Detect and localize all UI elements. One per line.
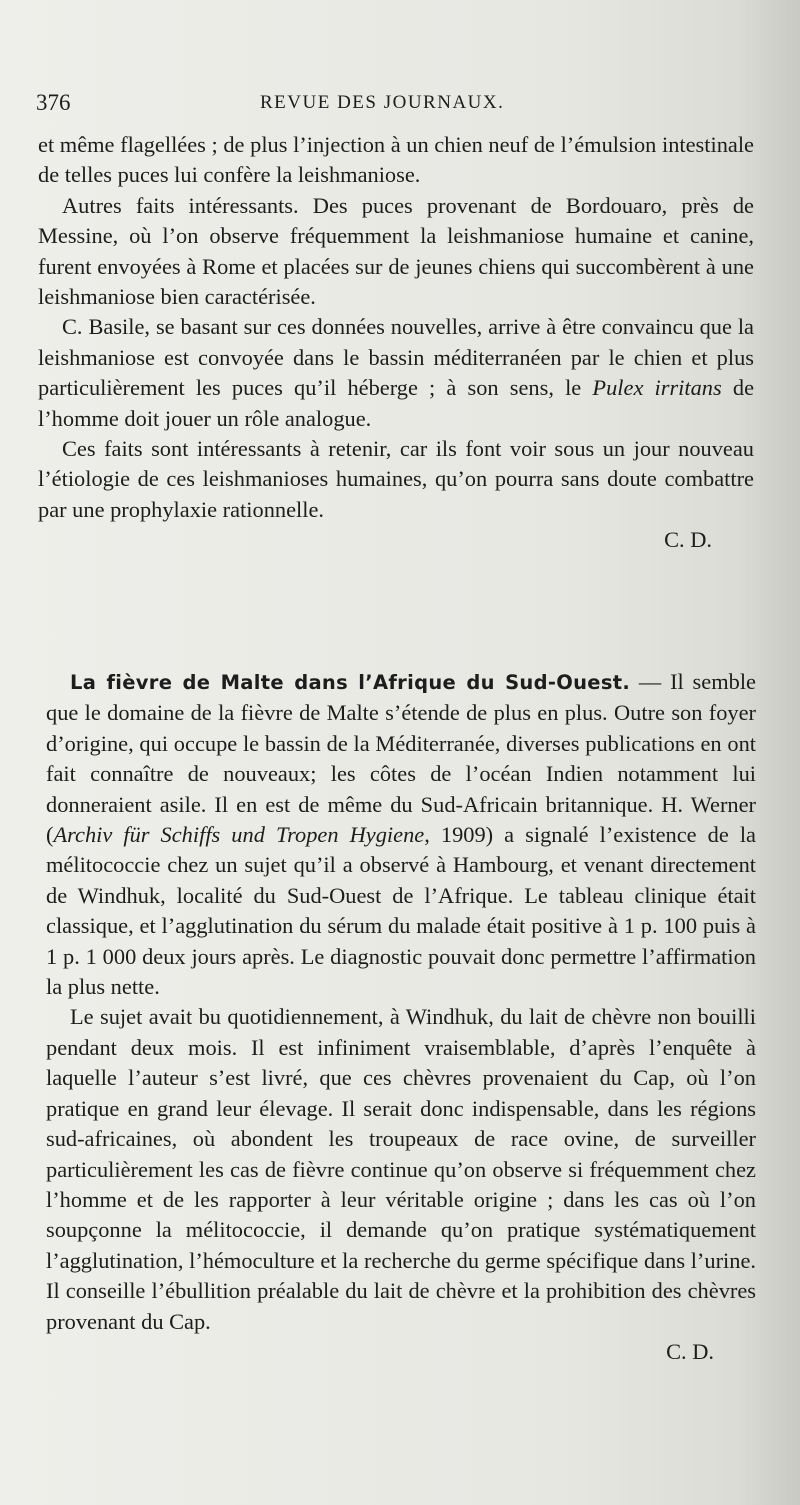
paragraph-basile-text-b: de l’homme doit jouer un rôle analogue. (38, 375, 755, 431)
paragraph-autres-faits: Autres faits intéressants. Des puces provenant de Bordouaro, près de Messine, où l’on observe fréquemment la leishmaniose humaine et canine, furent envoyées à Rome et placées sur de jeunes chiens qui succombèrent à une leishmaniose bien caractérisée. (38, 192, 754, 310)
paragraph-fievre-intro (46, 667, 756, 1002)
author-signature: C. D. (666, 1338, 714, 1364)
article-heading: La fièvre de Malte dans l’Afrique du Sud-Ouest. (70, 671, 631, 694)
paragraph-fievre-text-a: — Il semble que le domaine de la fièvre de Malte s’étende de plus en plus. Outre son foyer d’origine, qui occupe le bassin de la Méditerranée, diverses publications en ont fait connaître de nouveaux; les côtes de l’océan Indien notamment lui donneraient asile. Il en est de même du Sud-Africain britannique. H. Werner ( (46, 669, 756, 848)
article-fievre-de-malte (46, 667, 756, 1367)
author-signature: C. D. (664, 527, 712, 553)
paragraph-conclusion: Ces faits sont intéressants à retenir, car ils font voir sous un jour nouveau l’étiologie de ces leishmanioses humaines, qu’on pourra sans doute combattre par une prophylaxie rationnelle. (38, 436, 754, 522)
paragraph-windhuk: Le sujet avait bu quotidiennement, à Windhuk, du lait de chèvre non bouilli pendant deux mois. Il est infiniment vraisemblable, d’après l’enquête à laquelle l’auteur s’est livré, que ces chèvres provenaient du Cap, où l’on pratique en grand leur élevage. Il serait donc indispensable, dans les régions sud-africaines, où abondent les troupeaux de race ovine, de surveiller particulièrement les cas de fièvre continue qu’on observe si fréquemment chez l’homme et de les rapporter à leur véritable origine ; dans les cas où l’on soupçonne la mélitococcie, il demande qu’on pratique systématiquement l’agglutination, l’hémoculture et la recherche du germe spécifique dans l’urine. Il conseille l’ébullition préalable du lait de chèvre et la prohibition des chèvres provenant du Cap. (46, 1004, 756, 1334)
running-title: REVUE DES JOURNAUX. (260, 92, 505, 113)
paragraph-basile-text-a: C. Basile, se basant sur ces données nouvelles, arrive à être convaincu que la leishmaniose est convoyée dans le bassin méditerranéen par le chien et plus particulièrement les puces qu’il héberge ; à son sens, le (38, 314, 754, 401)
paragraph-basile (38, 312, 754, 434)
paragraph-fievre-text-b: , 1909) a signalé l’existence de la mélitococcie chez un sujet qu’il a observé à Hambourg, et venant directement de Windhuk, localité du Sud-Ouest de l’Afrique. Le tableau clinique était classique, et l’agglutination du sérum du malade était positive à 1 p. 100 puis à 1 p. 1 000 deux jours après. Le diagnostic pouvait donc permettre l’affirmation la plus nette. (46, 822, 756, 1000)
paragraph-continuation: et même flagellées ; de plus l’injection à un chien neuf de l’émulsion intestinale de telles puces lui confère la leishmaniose. (38, 132, 754, 188)
page-header (36, 90, 756, 120)
page-number: 376 (36, 90, 71, 115)
species-name: Pulex irritans (592, 375, 722, 401)
article-leishmaniose (38, 130, 754, 556)
journal-title: Archiv für Schiffs und Tropen Hygiene (53, 822, 425, 848)
